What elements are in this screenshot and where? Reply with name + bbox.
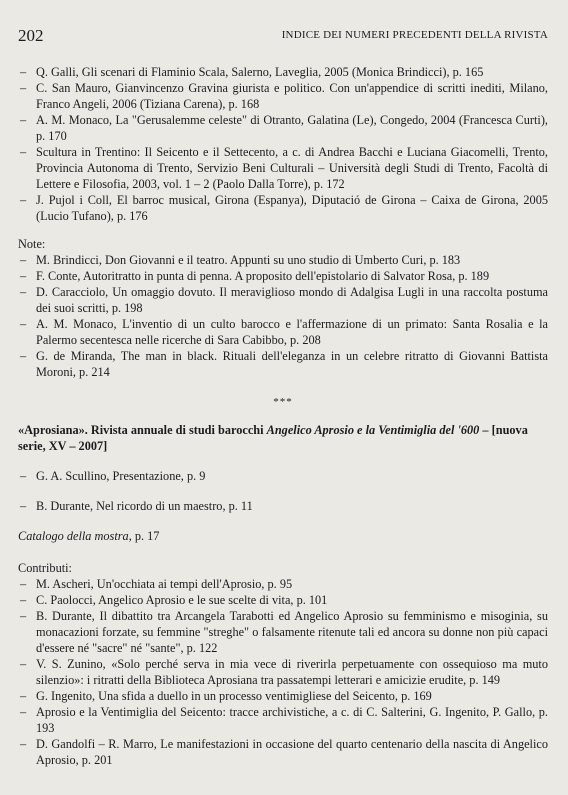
list-item: – G. Ingenito, Una sfida a duello in un processo ventimigliese del Seicento, p. 169 <box>20 689 432 703</box>
issue-title-journal: «Aprosiana». Rivista annuale di studi barocchi <box>18 423 264 437</box>
list-item: – B. Durante, Nel ricordo di un maestro, p. 11 <box>20 499 253 513</box>
list-item: – Aprosio e la Ventimiglia del Seicento: tracce archivistiche, a c. di C. Salterini, G. Ingenito, P. Gallo, p. 193 <box>20 705 548 735</box>
page-number: 202 <box>18 26 44 45</box>
page-content <box>18 64 548 768</box>
list-item: – F. Conte, Autoritratto in punta di penna. A proposito dell'epistolario di Salvator Rosa, p. 189 <box>20 269 490 283</box>
notes-section <box>18 236 548 380</box>
list-item: – A. M. Monaco, La "Gerusalemme celeste" di Otranto, Galatina (Le), Congedo, 2004 (Francesca Curti), p. 170 <box>20 113 548 143</box>
list-item: – G. de Miranda, The man in black. Rituali dell'eleganza in un celebre ritratto di Giovanni Battista Moroni, p. 214 <box>20 349 548 379</box>
contributi-section <box>18 560 548 768</box>
contributi-heading: Contributi: <box>18 561 72 575</box>
list-item: – M. Brindicci, Don Giovanni e il teatro. Appunti su uno studio di Umberto Curi, p. 183 <box>20 253 461 267</box>
list-item: – M. Ascheri, Un'occhiata ai tempi dell'Aprosio, p. 95 <box>20 577 293 591</box>
list-item: – D. Caracciolo, Un omaggio dovuto. Il meraviglioso mondo di Adalgisa Lugli in una raccolta postuma dei suoi scritti, p. 198 <box>20 285 548 315</box>
catalog-entry: Catalogo della mostra, p. 17 <box>18 529 160 543</box>
list-item: – C. San Mauro, Gianvincenzo Gravina giurista e politico. Con un'appendice di scritti inediti, Milano, Franco Angeli, 2006 (Tiziana Carena), p. 168 <box>20 81 548 111</box>
list-item: – Scultura in Trentino: Il Seicento e il Settecento, a c. di Andrea Bacchi e Luciana Giacomelli, Trento, Provincia Autonoma di Trento, Servizio Beni Culturali – Università degli Studi di Trento, Facoltà di Lettere e Filosofia, 2003, vol. 1 – 2 (Paolo Dalla Torre), p. 172 <box>20 145 548 191</box>
issue-title-theme: Angelico Aprosio e la Ventimiglia del '600 <box>266 423 480 437</box>
list-item: – C. Paolocci, Angelico Aprosio e le sue scelte di vita, p. 101 <box>20 593 328 607</box>
list-item: – A. M. Monaco, L'inventio di un culto barocco e l'affermazione di un primato: Santa Rosalia e la Palermo secentesca nelle ricerche di Sara Cabibbo, p. 208 <box>20 317 548 347</box>
section-separator: *** <box>273 396 293 408</box>
running-head: INDICE DEI NUMERI PRECEDENTI DELLA RIVISTA <box>281 29 548 41</box>
list-item: – J. Pujol i Coll, El barroc musical, Girona (Espanya), Diputació de Girona – Caixa de Girona, 2005 (Lucio Tufano), p. 176 <box>20 193 548 223</box>
reviews-list <box>18 64 548 224</box>
list-item: – D. Gandolfi – R. Marro, Le manifestazioni in occasione del quarto centenario della nascita di Angelico Aprosio, p. 201 <box>20 737 548 767</box>
page-header <box>18 26 548 46</box>
list-item: – G. A. Scullino, Presentazione, p. 9 <box>20 469 206 483</box>
list-item: – Q. Galli, Gli scenari di Flaminio Scala, Salerno, Laveglia, 2005 (Monica Brindicci), p. 165 <box>20 65 484 79</box>
list-item: – V. S. Zunino, «Solo perché serva in mia vece di riverirla perpetuamente con ossequioso ma muto silenzio»: i ritratti della Biblioteca Aprosiana tra passatempi letterari e amicizie erudite, p. 149 <box>20 657 548 687</box>
issue-title-series: – [nuova serie, XV – 2007] <box>18 423 528 453</box>
issue-title <box>18 422 548 454</box>
notes-heading: Note: <box>18 237 46 251</box>
list-item: – B. Durante, Il dibattito tra Arcangela Tarabotti ed Angelico Aprosio su femminismo e misoginia, su monacazioni forzate, su femmine "streghe" o falsamente ritenute tali ed ancora su donne non più capaci d'essere né "sacre" né "sante", p. 122 <box>20 609 548 655</box>
